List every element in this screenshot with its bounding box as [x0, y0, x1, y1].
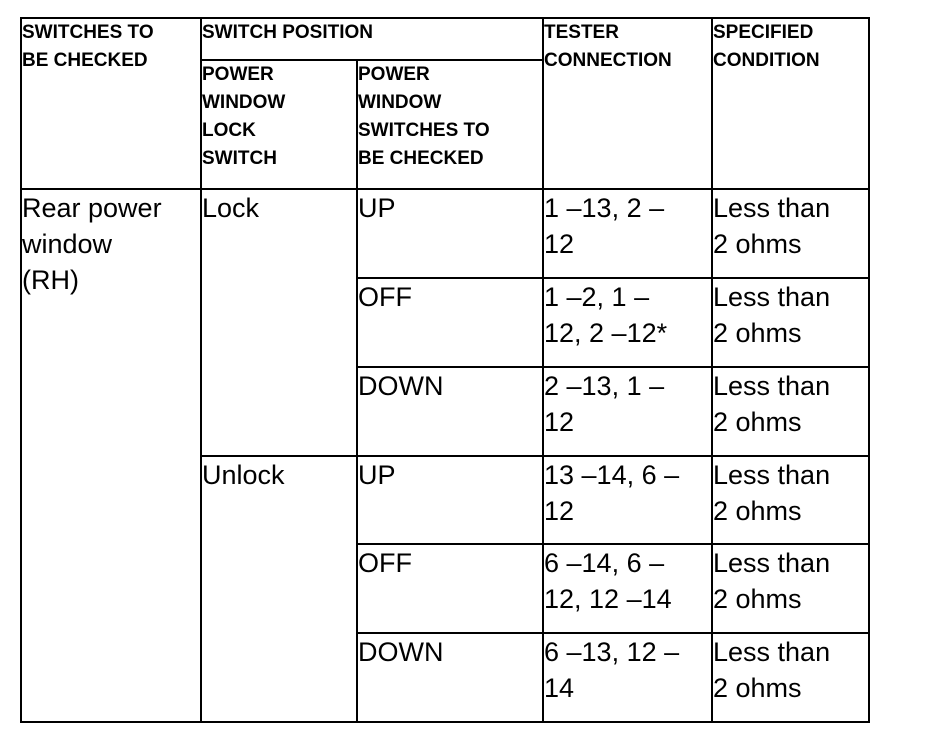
connection-cell — [543, 633, 712, 722]
connection-label: 1 –13, 2 – 12 — [544, 193, 665, 260]
table-row — [21, 189, 869, 278]
position-cell — [357, 633, 543, 722]
condition-label: Less than 2 ohms — [713, 459, 831, 526]
header-switches-to-check-label: SWITCHES TO BE CHECKED — [22, 22, 154, 71]
header-switch-position — [201, 18, 543, 60]
condition-cell — [712, 367, 869, 456]
header-lock-switch — [201, 60, 357, 189]
header-specified-condition-label: SPECIFIED CONDITION — [713, 22, 820, 71]
header-row-1 — [21, 18, 869, 60]
connection-label: 6 –13, 12 – 14 — [544, 637, 680, 704]
switch-checked-label: Rear power window (RH) — [22, 193, 162, 296]
condition-label: Less than 2 ohms — [713, 548, 831, 615]
condition-label: Less than 2 ohms — [713, 637, 831, 704]
condition-cell — [712, 544, 869, 633]
header-tester-connection-label: TESTER CONNECTION — [544, 22, 672, 71]
lock-state-label: Lock — [202, 193, 260, 224]
connection-label: 13 –14, 6 – 12 — [544, 459, 680, 526]
connection-cell — [543, 367, 712, 456]
position-label: UP — [358, 459, 396, 490]
condition-cell — [712, 278, 869, 367]
position-cell — [357, 278, 543, 367]
lock-state-cell — [201, 189, 357, 455]
position-label: DOWN — [358, 370, 444, 401]
condition-cell — [712, 633, 869, 722]
position-label: OFF — [358, 548, 412, 579]
position-cell — [357, 456, 543, 545]
connection-cell — [543, 456, 712, 545]
header-lock-switch-label: POWER WINDOW LOCK SWITCH — [202, 64, 286, 170]
condition-label: Less than 2 ohms — [713, 370, 831, 437]
connection-cell — [543, 189, 712, 278]
connection-label: 2 –13, 1 – 12 — [544, 370, 665, 437]
header-window-switches-label: POWER WINDOW SWITCHES TO BE CHECKED — [358, 64, 490, 170]
connection-label: 6 –14, 6 – 12, 12 –14 — [544, 548, 672, 615]
header-switches-to-check — [21, 18, 201, 189]
position-cell — [357, 367, 543, 456]
connection-label: 1 –2, 1 – 12, 2 –12* — [544, 282, 668, 349]
condition-label: Less than 2 ohms — [713, 193, 831, 260]
lock-state-cell — [201, 456, 357, 722]
position-cell — [357, 544, 543, 633]
connection-cell — [543, 544, 712, 633]
condition-cell — [712, 456, 869, 545]
switch-check-table — [20, 17, 870, 723]
position-label: UP — [358, 193, 396, 224]
condition-cell — [712, 189, 869, 278]
lock-state-label: Unlock — [202, 459, 285, 490]
position-label: OFF — [358, 282, 412, 313]
connection-cell — [543, 278, 712, 367]
header-switch-position-label: SWITCH POSITION — [202, 22, 373, 43]
position-cell — [357, 189, 543, 278]
condition-label: Less than 2 ohms — [713, 282, 831, 349]
header-specified-condition — [712, 18, 869, 189]
header-tester-connection — [543, 18, 712, 189]
header-window-switches — [357, 60, 543, 189]
position-label: DOWN — [358, 637, 444, 668]
switch-checked-cell — [21, 189, 201, 722]
